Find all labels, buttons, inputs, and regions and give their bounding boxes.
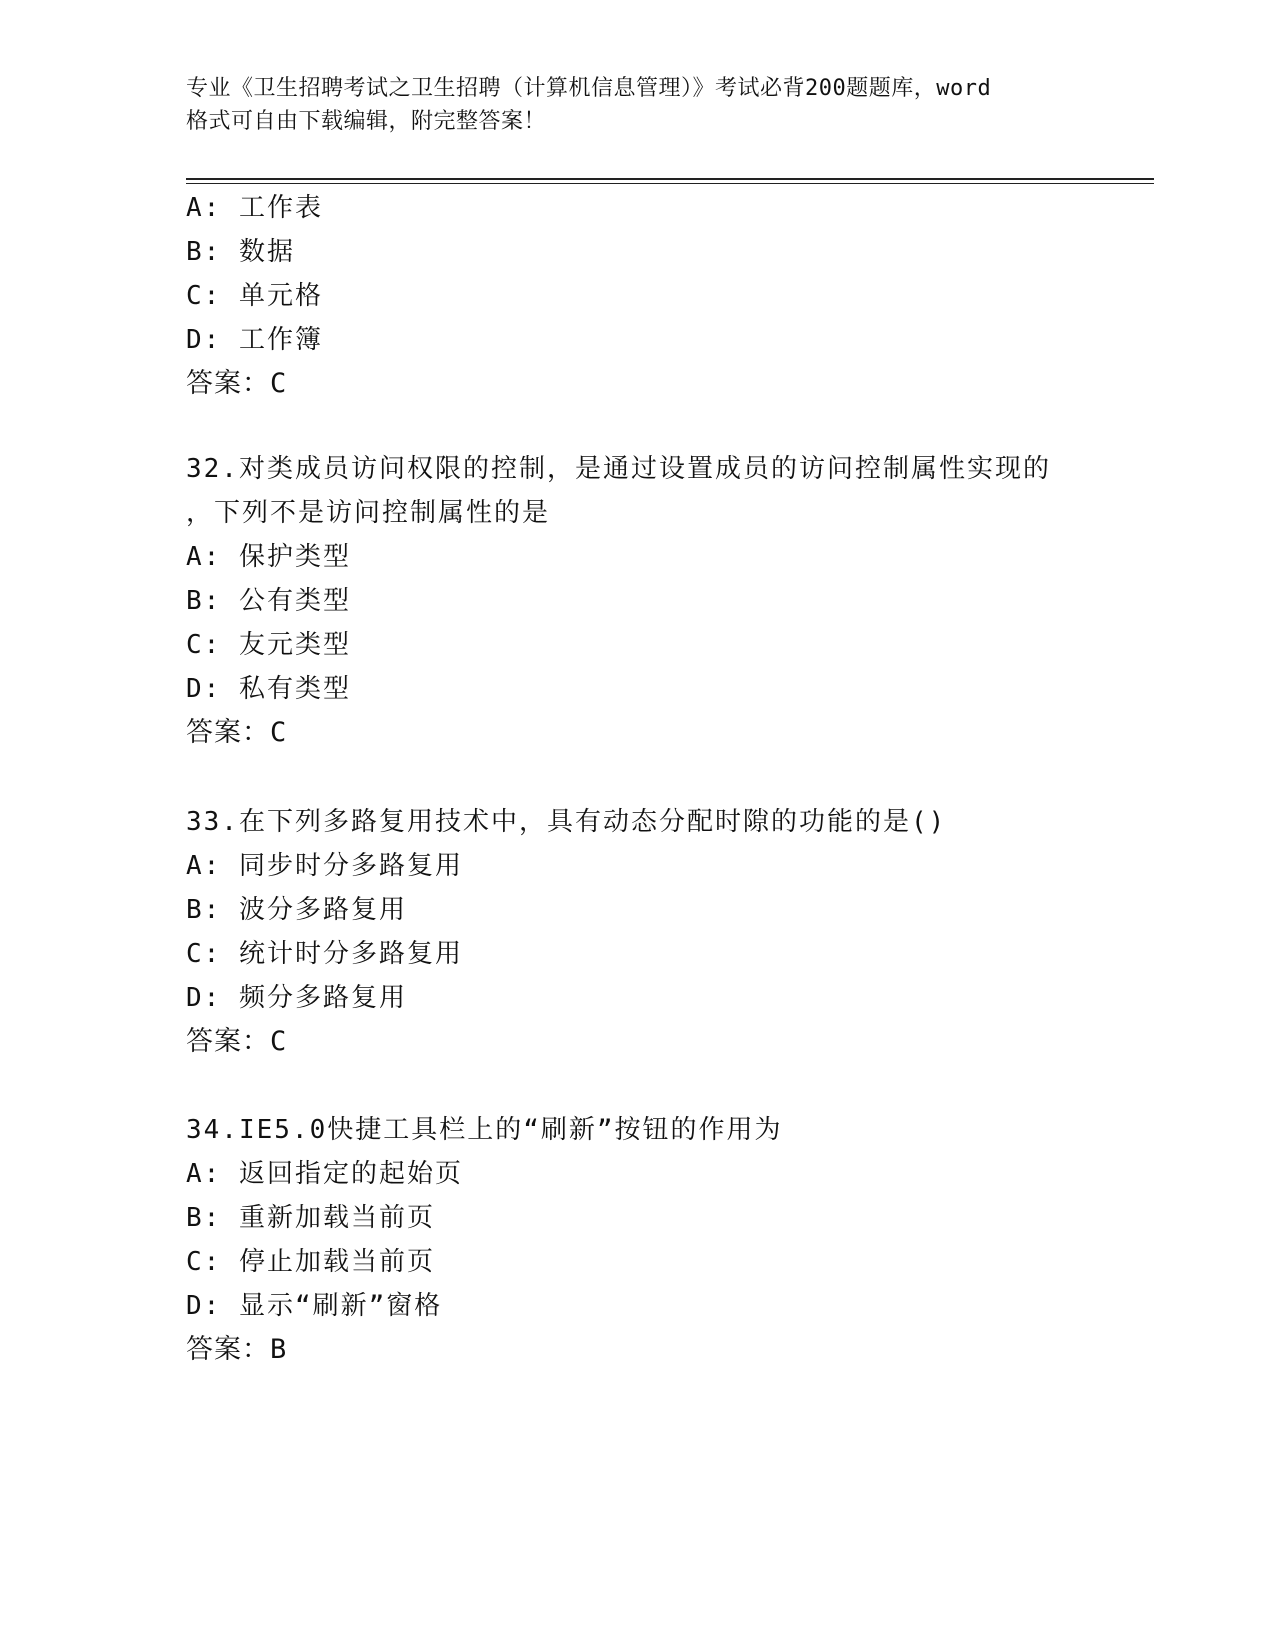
header-divider-thick [186, 178, 1154, 180]
option-b: B: 波分多路复用 [186, 895, 407, 925]
option-b: B: 数据 [186, 237, 295, 267]
option-a: A: 工作表 [186, 193, 323, 223]
option-c: C: 停止加载当前页 [186, 1247, 435, 1277]
answer-label: 答案： [186, 1334, 270, 1365]
option-b: B: 重新加载当前页 [186, 1203, 435, 1233]
answer-value: B [270, 1334, 288, 1365]
answer-line [186, 711, 287, 755]
answer-value: C [270, 717, 288, 748]
document-header [186, 72, 1086, 138]
option-b: B: 公有类型 [186, 586, 351, 616]
answer-value: C [270, 1026, 288, 1057]
option-a: A: 同步时分多路复用 [186, 851, 463, 881]
option-d: D: 显示“刷新”窗格 [186, 1291, 443, 1321]
answer-label: 答案： [186, 368, 270, 399]
question-stem-line-1: 34.IE5.0快捷工具栏上的“刷新”按钮的作用为 [186, 1115, 783, 1145]
header-divider-thin [186, 183, 1154, 184]
option-a: A: 保护类型 [186, 542, 351, 572]
option-d: D: 工作簿 [186, 325, 323, 355]
option-d: D: 私有类型 [186, 674, 351, 704]
answer-label: 答案： [186, 1026, 270, 1057]
option-c: C: 友元类型 [186, 630, 351, 660]
option-c: C: 单元格 [186, 281, 323, 311]
question-stem-line-1: 32.对类成员访问权限的控制，是通过设置成员的访问控制属性实现的 [186, 454, 1051, 484]
header-line-1: 专业《卫生招聘考试之卫生招聘（计算机信息管理）》考试必背200题题库，word [186, 76, 992, 101]
question-stem-line-2: ，下列不是访问控制属性的是 [186, 498, 551, 528]
answer-line [186, 1328, 287, 1372]
option-a: A: 返回指定的起始页 [186, 1159, 463, 1189]
answer-line [186, 362, 287, 406]
answer-label: 答案： [186, 717, 270, 748]
question-stem-line-1: 33.在下列多路复用技术中，具有动态分配时隙的功能的是() [186, 807, 947, 837]
answer-line [186, 1020, 287, 1064]
option-d: D: 频分多路复用 [186, 983, 407, 1013]
option-c: C: 统计时分多路复用 [186, 939, 463, 969]
answer-value: C [270, 368, 288, 399]
header-line-2: 格式可自由下载编辑，附完整答案！ [186, 109, 547, 134]
